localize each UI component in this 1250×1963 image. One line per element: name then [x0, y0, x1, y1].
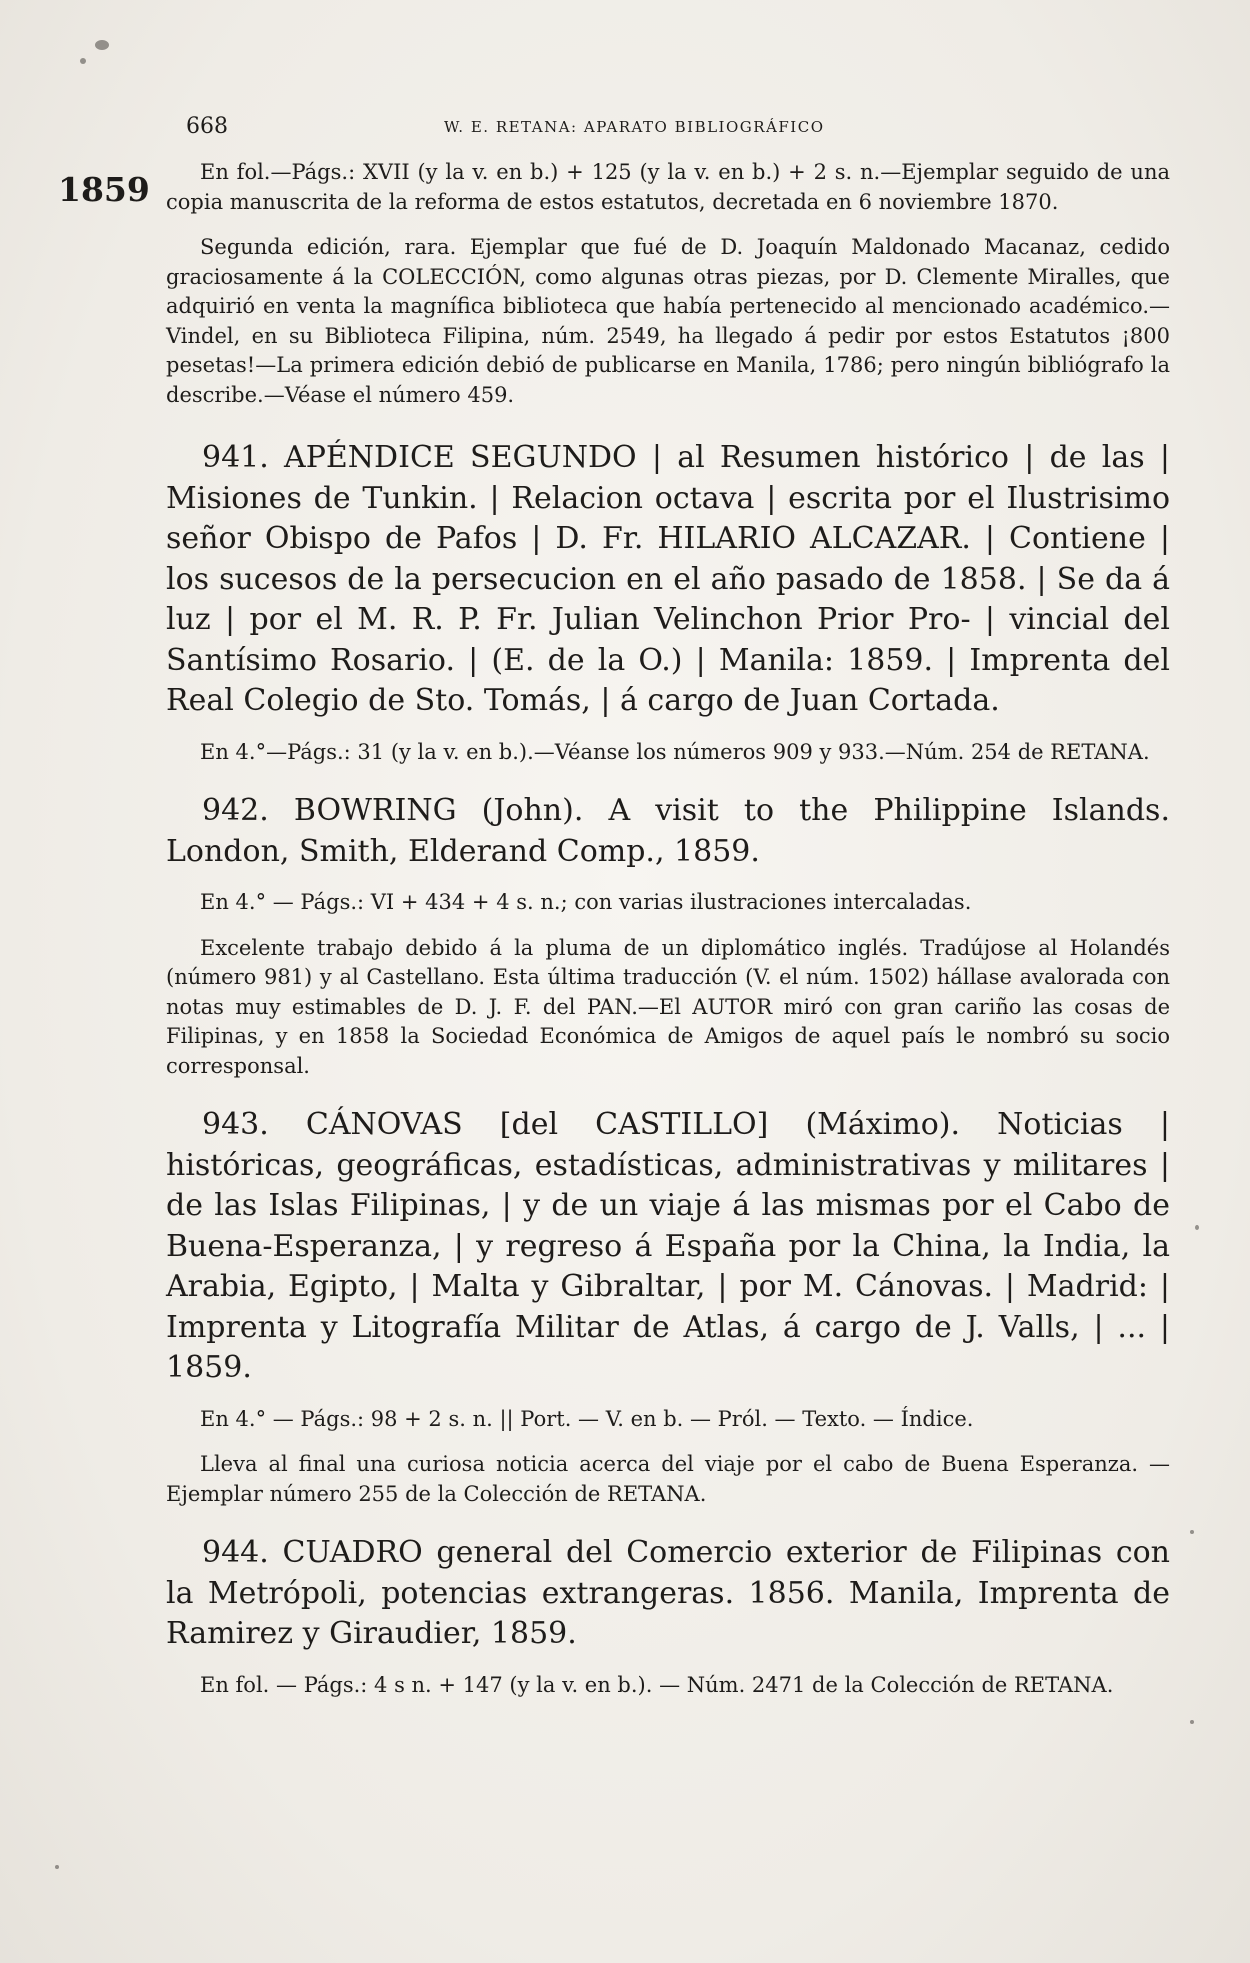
commentary: Segunda edición, rara. Ejemplar que fué de D. Joaquín Maldonado Macanaz, cedido graciosamente á la COLECCIÓN, como algunas otras piezas, por D. Clemente Miralles, que adquirió en venta la magnífica biblioteca que había pertenecido al mencionado académico.—Vindel, en su Biblioteca Filipina, núm. 2549, ha llegado á pedir por estos Estatutos ¡800 pesetas!—La primera edición debió de publicarse en Manila, 1786; pero ningún bibliógrafo la describe.—Véase el número 459.: [166, 235, 1170, 407]
commentary: Lleva al final una curiosa noticia acerca del viaje por el cabo de Buena Esperanza. — Ejemplar número 255 de la Colección de RETANA.: [166, 1452, 1170, 1506]
page-number: 668: [186, 114, 228, 139]
margin-year: 1859: [58, 170, 150, 209]
collation-note: En fol. — Págs.: 4 s n. + 147 (y la v. en b.). — Núm. 2471 de la Colección de RETANA.: [200, 1672, 1114, 1697]
entry-943: [166, 1105, 1170, 1509]
collation-note: En 4.° — Págs.: VI + 434 + 4 s. n.; con varias ilustraciones intercaladas.: [200, 890, 972, 914]
entry-941: [166, 438, 1170, 767]
paper-speck: [80, 58, 86, 64]
entry-title: 944. CUADRO general del Comercio exterior de Filipinas con la Metrópoli, potencias extrangeras. 1856. Manila, Imprenta de Ramirez y Giraudier, 1859.: [166, 1535, 1170, 1651]
entry-title: 942. BOWRING (John). A visit to the Philippine Islands. London, Smith, Elderand Comp., 1859.: [166, 793, 1170, 869]
running-header: [186, 112, 906, 142]
paper-speck: [1190, 1720, 1194, 1724]
entry-944: [166, 1533, 1170, 1700]
main-text: [166, 158, 1170, 1700]
paper-speck: [1190, 1530, 1194, 1534]
paper-speck: [1195, 1225, 1199, 1230]
entry-title: 943. CÁNOVAS [del CASTILLO] (Máximo). Noticias | históricas, geográficas, estadísticas, administrativas y militares | de las Islas Filipinas, | y de un viaje á las mismas por el Cabo de Buena-Esperanza, | y regreso á España por la China, la India, la Arabia, Egipto, | Malta y Gibraltar, | por M. Cánovas. | Madrid: | Imprenta y Litografía Militar de Atlas, á cargo de J. Valls, | ... | 1859.: [166, 1107, 1170, 1385]
paper-speck: [95, 40, 109, 50]
collation-note: En fol.—Págs.: XVII (y la v. en b.) + 125 (y la v. en b.) + 2 s. n.—Ejemplar seguido de una copia manuscrita de la reforma de estos estatutos, decretada en 6 noviembre 1870.: [166, 160, 1170, 214]
paper-speck: [55, 1865, 59, 1869]
entry-intro: [166, 158, 1170, 410]
collation-note: En 4.°—Págs.: 31 (y la v. en b.).—Véanse los números 909 y 933.—Núm. 254 de RETANA.: [200, 739, 1150, 764]
running-title: W. E. RETANA: APARATO BIBLIOGRÁFICO: [444, 118, 825, 136]
entry-942: [166, 791, 1170, 1081]
entry-title: 941. APÉNDICE SEGUNDO | al Resumen histórico | de las | Misiones de Tunkin. | Relacion octava | escrita por el Ilustrisimo señor Obispo de Pafos | D. Fr. HILARIO ALCAZAR. | Contiene | los sucesos de la persecucion en el año pasado de 1858. | Se da á luz | por el M. R. P. Fr. Julian Velinchon Prior Pro- | vincial del Santísimo Rosario. | (E. de la O.) | Manila: 1859. | Imprenta del Real Colegio de Sto. Tomás, | á cargo de Juan Cortada.: [166, 440, 1170, 718]
commentary: Excelente trabajo debido á la pluma de un diplomático inglés. Tradújose al Holandés (número 981) y al Castellano. Esta última traducción (V. el núm. 1502) hállase avalorada con notas muy estimables de D. J. F. del PAN.—El AUTOR miró con gran cariño las cosas de Filipinas, y en 1858 la Sociedad Económica de Amigos de aquel país le nombró su socio corresponsal.: [166, 935, 1170, 1078]
collation-note: En 4.° — Págs.: 98 + 2 s. n. || Port. — V. en b. — Pról. — Texto. — Índice.: [200, 1406, 974, 1431]
